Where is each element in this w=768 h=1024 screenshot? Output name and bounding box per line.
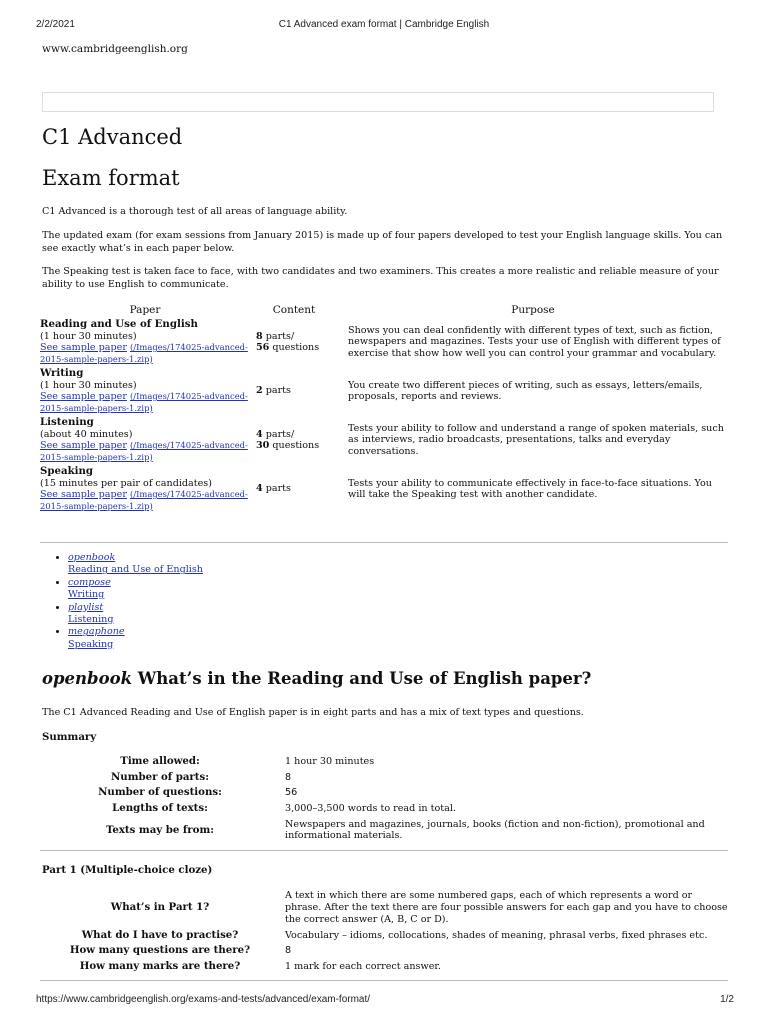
openbook-icon[interactable]: openbook <box>68 552 116 563</box>
part1-value: Vocabulary – idioms, collocations, shades of meaning, phrasal verbs, fixed phrases etc. <box>285 929 708 941</box>
sample-paper-link-text[interactable]: See sample paper <box>40 342 127 353</box>
compose-icon[interactable]: compose <box>68 576 111 588</box>
paper-duration: (1 hour 30 minutes) <box>40 330 137 342</box>
part1-key: What do I have to practise? <box>81 928 239 941</box>
section-intro: The C1 Advanced Reading and Use of English paper is in eight parts and has a mix of text types and questions. <box>42 707 584 718</box>
paper-duration: (about 40 minutes) <box>40 428 133 440</box>
part1-table <box>40 888 730 975</box>
col-header-paper: Paper <box>129 304 161 316</box>
summary-key: Number of questions: <box>98 786 222 799</box>
purpose-cell: Tests your ability to follow and understand a range of spoken materials, such as interviews, radio broadcasts, presentations, talks and everyday conversations. <box>348 422 724 457</box>
paper-cell <box>40 368 250 417</box>
table-row <box>40 928 730 944</box>
paper-duration: (15 minutes per pair of candidates) <box>40 477 212 489</box>
parts-count: 2 <box>256 385 263 397</box>
playlist-icon[interactable]: playlist <box>68 601 104 613</box>
print-page-number: 1/2 <box>720 994 734 1005</box>
intro-paragraph-3: The Speaking test is taken face to face, with two candidates and two examiners. This creates a more realistic and reliable measure of your ability to use English to communicate. <box>42 266 719 290</box>
parts-count: 4 <box>256 428 263 440</box>
parts-count: 4 <box>256 483 263 495</box>
questions-label: questions <box>269 342 320 353</box>
paper-name: Reading and Use of English <box>40 318 198 330</box>
summary-value: 1 hour 30 minutes <box>285 756 375 768</box>
sample-paper-path-cont[interactable]: 2015-sample-papers-1.zip) <box>40 353 153 364</box>
part1-heading: Part 1 (Multiple-choice cloze) <box>42 864 213 876</box>
summary-key: Lengths of texts: <box>112 801 208 814</box>
divider <box>40 850 728 851</box>
summary-value: 8 <box>285 771 292 783</box>
sample-paper-link[interactable] <box>40 342 250 354</box>
part1-key: How many questions are there? <box>69 944 251 957</box>
questions-count: 30 <box>256 440 270 451</box>
table-row <box>40 816 730 844</box>
openbook-icon: openbook <box>42 669 133 688</box>
intro-paragraph-1: C1 Advanced is a thorough test of all areas of language ability. <box>42 206 348 217</box>
table-row <box>40 785 730 801</box>
site-name: www.cambridgeenglish.org <box>42 43 188 55</box>
purpose-cell: You create two different pieces of writing, such as essays, letters/emails, proposals, reports and reviews. <box>348 379 703 402</box>
table-row <box>40 754 730 770</box>
nav-link-listening[interactable]: Listening <box>68 614 114 626</box>
parts-label: parts/ <box>262 428 295 440</box>
parts-label: parts <box>262 385 291 397</box>
sample-paper-path-cont[interactable]: 2015-sample-papers-1.zip) <box>40 402 153 413</box>
summary-value: Newspapers and magazines, journals, books (fiction and non-fiction), promotional and informational materials. <box>285 818 705 842</box>
table-row <box>40 801 730 817</box>
content-cell <box>250 466 338 515</box>
sample-paper-path[interactable]: (/Images/174025-advanced- <box>129 489 248 499</box>
section-heading <box>42 669 591 688</box>
table-row <box>40 466 728 515</box>
paper-nav <box>50 552 203 651</box>
nav-link-writing[interactable]: Writing <box>68 589 105 601</box>
part1-value: 1 mark for each correct answer. <box>285 960 441 972</box>
print-title: C1 Advanced exam format | Cambridge English <box>278 19 490 30</box>
sample-paper-path-cont[interactable]: 2015-sample-papers-1.zip) <box>40 451 153 462</box>
content-cell <box>250 368 338 417</box>
nav-link-reading[interactable]: Reading and Use of English <box>68 564 203 576</box>
nav-link-speaking[interactable]: Speaking <box>68 638 114 650</box>
sample-paper-link-text[interactable]: See sample paper <box>40 391 127 402</box>
nav-item-listening[interactable] <box>68 602 203 627</box>
col-header-content: Content <box>272 304 316 316</box>
page-title: C1 Advanced <box>42 125 183 149</box>
sample-paper-path[interactable]: (/Images/174025-advanced- <box>129 391 248 401</box>
summary-value: 3,000–3,500 words to read in total. <box>285 802 456 814</box>
search-box[interactable] <box>42 92 714 112</box>
content-cell <box>250 417 338 466</box>
part1-key: What’s in Part 1? <box>110 901 210 914</box>
section-heading-text: What’s in the Reading and Use of English paper? <box>132 669 592 688</box>
part1-value: A text in which there are some numbered gaps, each of which represents a word or phrase. After the text there are four possible answers for each gap and you have to choose the correct answer (A, B, C or D). <box>285 890 728 925</box>
sample-paper-path[interactable]: (/Images/174025-advanced- <box>129 342 248 352</box>
col-header-purpose: Purpose <box>511 304 555 316</box>
paper-cell <box>40 319 250 368</box>
table-row <box>40 959 730 975</box>
nav-item-writing[interactable] <box>68 577 203 602</box>
divider <box>40 542 728 543</box>
paper-cell <box>40 417 250 466</box>
questions-count: 56 <box>256 342 270 353</box>
summary-key: Texts may be from: <box>105 823 215 836</box>
sample-paper-path[interactable]: (/Images/174025-advanced- <box>129 440 248 450</box>
summary-table <box>40 754 730 844</box>
part1-key: How many marks are there? <box>79 959 241 972</box>
part1-value: 8 <box>285 945 292 957</box>
summary-value: 56 <box>285 787 298 799</box>
intro-paragraph-2: The updated exam (for exam sessions from January 2015) is made up of four papers developed to test your English language skills. You can see exactly what’s in each paper below. <box>42 230 723 254</box>
paper-duration: (1 hour 30 minutes) <box>40 379 137 391</box>
divider <box>40 980 728 981</box>
sample-paper-link-text[interactable]: See sample paper <box>40 440 127 451</box>
paper-name: Listening <box>40 416 94 428</box>
table-row <box>40 888 730 928</box>
parts-label: parts <box>262 483 291 495</box>
purpose-cell: Tests your ability to communicate effectively in face-to-face situations. You will take the Speaking test with another candidate. <box>348 477 712 500</box>
table-row <box>40 319 728 368</box>
sample-paper-link[interactable] <box>40 391 250 403</box>
paper-name: Writing <box>40 367 84 379</box>
print-url: https://www.cambridgeenglish.org/exams-and-tests/advanced/exam-format/ <box>36 994 371 1005</box>
questions-label: questions <box>269 440 320 451</box>
table-row <box>40 368 728 417</box>
paper-cell <box>40 466 250 515</box>
nav-item-reading[interactable] <box>68 552 203 577</box>
sample-paper-link[interactable] <box>40 489 250 501</box>
parts-count: 8 <box>256 330 263 342</box>
nav-item-speaking[interactable] <box>68 626 203 651</box>
papers-table <box>40 303 728 515</box>
table-row <box>40 770 730 786</box>
megaphone-icon[interactable]: megaphone <box>68 626 125 638</box>
table-row <box>40 417 728 466</box>
paper-name: Speaking <box>40 465 94 477</box>
summary-heading: Summary <box>42 731 97 743</box>
table-row <box>40 944 730 960</box>
sample-paper-path-cont[interactable]: 2015-sample-papers-1.zip) <box>40 500 153 511</box>
parts-label: parts/ <box>262 330 295 342</box>
print-date: 2/2/2021 <box>36 19 75 30</box>
sample-paper-link-text[interactable]: See sample paper <box>40 489 127 500</box>
summary-key: Number of parts: <box>110 770 210 783</box>
purpose-cell: Shows you can deal confidently with different types of text, such as fiction, newspapers and magazines. Tests your use of English with different types of exercise that show how well you can control your grammar and vocabulary. <box>348 324 721 359</box>
content-cell <box>250 319 338 368</box>
page-subtitle: Exam format <box>42 166 180 190</box>
sample-paper-link[interactable] <box>40 440 250 452</box>
summary-key: Time allowed: <box>120 755 200 768</box>
